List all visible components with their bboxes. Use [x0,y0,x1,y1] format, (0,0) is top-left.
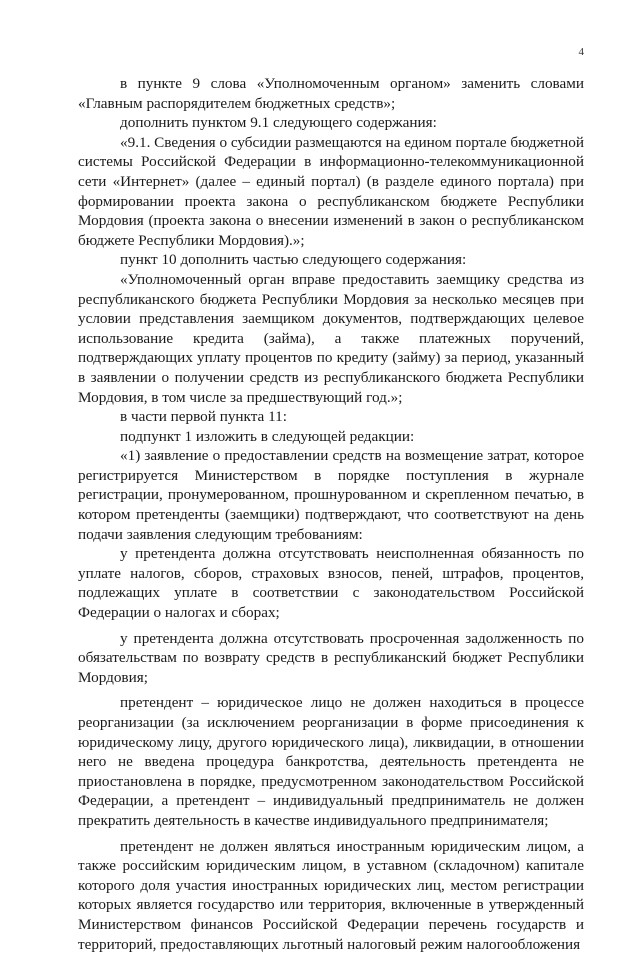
paragraph: претендент – юридическое лицо не должен находиться в процессе реорганизации (за исключением реорганизации в форме присоединения к юридическому лицу, другого юридического лица), ликвидации, в отношении него не введена процедура банкротства, деятельность претендента не приостановлена в порядке, предусмотренном законодательством Российской Федерации, а претендент – индивидуальный предприниматель не должен прекратить деятельность в качестве индивидуального предпринимателя; [78,694,584,829]
paragraph: пункт 10 дополнить частью следующего содержания: [120,251,467,269]
paragraph: в пункте 9 слова «Уполномоченным органом» заменить словами «Главным распорядителем бюджетных средств»; [78,75,584,112]
paragraph: «Уполномоченный орган вправе предоставить заемщику средства из республиканского бюджета Республики Мордовия за несколько месяцев при условии представления заемщиком документов, подтверждающих целевое использование кредита (займа), а также платежных поручений, подтверждающих уплату процентов по кредиту (займу) за период, указанный в заявлении о получении средств из республиканского бюджета Республики Мордовия, в том числе за предшествующий год.»; [78,270,584,406]
document-body [78,74,584,954]
paragraph: «1) заявление о предоставлении средств на возмещение затрат, которое регистрируется Министерством в порядке поступления в журнале регистрации, пронумерованном, прошнурованном и скрепленном печатью, в котором претенденты (заемщики) подтверждают, что соответствуют на день подачи заявления следующим требованиям: [78,447,584,543]
paragraph: подпункт 1 изложить в следующей редакции: [120,427,415,445]
paragraph: «9.1. Сведения о субсидии размещаются на едином портале бюджетной системы Российской Федерации в информационно-телекоммуникационной сети «Интернет» (далее – единый портал) (в разделе единого портала) при формировании проекта закона о республиканском бюджете Республики Мордовия (проекта закона о внесении изменений в закон о республиканском бюджете Республики Мордовия).»; [78,133,584,249]
page-number: 4 [578,46,584,58]
paragraph: претендент не должен являться иностранным юридическим лицом, а также российским юридическим лицом, в уставном (складочном) капитале которого доля участия иностранных юридических лиц, местом регистрации которых является государство или территория, включенные в утвержденный Министерством финансов Российской Федерации перечень государств и территорий, предоставляющих льготный налоговый режим налогообложения [78,837,584,953]
paragraph: в части первой пункта 11: [120,408,287,426]
paragraph: у претендента должна отсутствовать неисполненная обязанность по уплате налогов, сборов, страховых взносов, пеней, штрафов, процентов, подлежащих уплате в соответствии с законодательством Российской Федерации о налогах и сборах; [78,545,584,622]
paragraph: у претендента должна отсутствовать просроченная задолженность по обязательствам по возврату средств в республиканский бюджет Республики Мордовия; [78,629,584,686]
paragraph: дополнить пунктом 9.1 следующего содержания: [120,114,437,132]
